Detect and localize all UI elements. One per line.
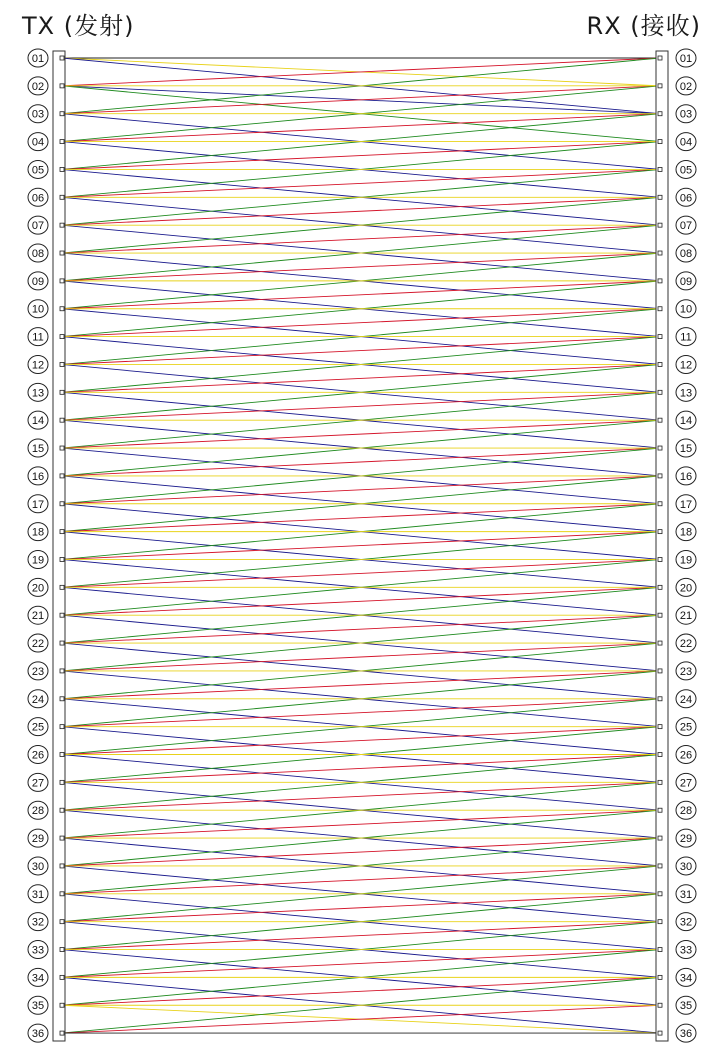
rx-terminal-14 — [658, 418, 662, 422]
wire-tx08-rx07 — [62, 225, 660, 253]
rx-pin-label-13: 13 — [679, 387, 693, 400]
rx-pin-label-07: 07 — [679, 220, 693, 233]
tx-terminal-09 — [60, 279, 64, 283]
wire-tx20-rx19 — [62, 559, 660, 587]
tx-terminal-33 — [60, 948, 64, 952]
rx-terminal-21 — [658, 613, 662, 617]
tx-pin-label-18: 18 — [31, 526, 45, 539]
tx-terminal-18 — [60, 530, 64, 534]
rx-pin-label-09: 09 — [679, 275, 693, 288]
tx-pin-label-14: 14 — [31, 415, 45, 428]
wire-tx06-rx05 — [62, 169, 660, 197]
rx-terminal-22 — [658, 641, 662, 645]
tx-terminal-03 — [60, 112, 64, 116]
rx-pin-label-04: 04 — [679, 136, 693, 149]
tx-terminal-16 — [60, 474, 64, 478]
rx-pin-label-05: 05 — [679, 164, 693, 177]
tx-pin-label-35: 35 — [31, 1000, 45, 1013]
rx-terminal-24 — [658, 697, 662, 701]
rx-terminal-26 — [658, 753, 662, 757]
tx-terminal-14 — [60, 418, 64, 422]
rx-terminal-13 — [658, 390, 662, 394]
rx-terminal-18 — [658, 530, 662, 534]
rx-pin-label-22: 22 — [679, 638, 693, 651]
tx-terminal-04 — [60, 140, 64, 144]
tx-title: TX (发射) — [22, 12, 135, 40]
tx-terminal-34 — [60, 975, 64, 979]
tx-terminal-31 — [60, 892, 64, 896]
tx-terminal-08 — [60, 251, 64, 255]
wire-tx17-rx16 — [62, 476, 660, 504]
tx-pin-label-15: 15 — [31, 443, 45, 456]
rx-pin-label-30: 30 — [679, 860, 693, 873]
rx-pin-label-10: 10 — [679, 303, 693, 316]
rx-terminal-34 — [658, 975, 662, 979]
rx-pin-label-15: 15 — [679, 443, 693, 456]
rx-pin-label-03: 03 — [679, 108, 693, 121]
tx-pin-label-22: 22 — [31, 638, 45, 651]
tx-pin-label-13: 13 — [31, 387, 45, 400]
rx-pin-label-01: 01 — [679, 53, 693, 65]
rx-terminal-31 — [658, 892, 662, 896]
wire-tx34-rx33 — [62, 950, 660, 978]
tx-pin-label-04: 04 — [31, 136, 45, 149]
tx-terminal-17 — [60, 502, 64, 506]
rx-pin-label-08: 08 — [679, 248, 693, 261]
rx-terminal-19 — [658, 557, 662, 561]
rx-pin-label-19: 19 — [679, 554, 693, 567]
rx-terminal-35 — [658, 1003, 662, 1007]
rx-pin-label-27: 27 — [679, 777, 693, 790]
tx-pin-label-03: 03 — [31, 108, 45, 121]
tx-pin-label-30: 30 — [31, 860, 45, 873]
tx-terminal-15 — [60, 446, 64, 450]
rx-terminal-06 — [658, 195, 662, 199]
rx-terminal-32 — [658, 920, 662, 924]
tx-terminal-30 — [60, 864, 64, 868]
tx-terminal-05 — [60, 167, 64, 171]
tx-terminal-28 — [60, 808, 64, 812]
tx-pin-label-07: 07 — [31, 220, 45, 233]
rx-pin-label-28: 28 — [679, 805, 693, 818]
tx-pin-label-26: 26 — [31, 749, 45, 762]
rx-pin-label-31: 31 — [679, 888, 693, 901]
tx-terminal-32 — [60, 920, 64, 924]
rx-pin-label-18: 18 — [679, 526, 693, 539]
rx-pin-label-29: 29 — [679, 833, 693, 846]
wire-tx30-rx29 — [62, 838, 660, 866]
wire-tx27-rx26 — [62, 755, 660, 783]
rx-pin-label-02: 02 — [679, 80, 693, 93]
rx-terminal-27 — [658, 780, 662, 784]
rx-pin-label-26: 26 — [679, 749, 693, 762]
wire-tx18-rx17 — [62, 504, 660, 532]
rx-pin-label-34: 34 — [679, 972, 693, 985]
rx-terminal-20 — [658, 585, 662, 589]
rx-pin-label-20: 20 — [679, 582, 693, 595]
tx-terminal-22 — [60, 641, 64, 645]
rx-terminal-30 — [658, 864, 662, 868]
rx-terminal-08 — [658, 251, 662, 255]
wire-tx28-rx27 — [62, 782, 660, 810]
rx-terminal-29 — [658, 836, 662, 840]
rx-terminal-10 — [658, 307, 662, 311]
tx-terminal-20 — [60, 585, 64, 589]
tx-terminal-36 — [60, 1031, 64, 1035]
wire-group — [62, 58, 660, 1033]
tx-pin-label-23: 23 — [31, 665, 45, 678]
rx-terminal-28 — [658, 808, 662, 812]
rx-pin-label-33: 33 — [679, 944, 693, 957]
tx-pin-label-16: 16 — [31, 470, 45, 483]
tx-pin-label-32: 32 — [31, 916, 45, 929]
tx-pin-label-02: 02 — [31, 80, 45, 93]
rx-terminal-07 — [658, 223, 662, 227]
tx-pin-label-20: 20 — [31, 582, 45, 595]
rx-pin-label-12: 12 — [679, 359, 693, 372]
wire-tx10-rx09 — [62, 281, 660, 309]
wire-tx24-rx23 — [62, 671, 660, 699]
rx-terminal-03 — [658, 112, 662, 116]
wire-tx33-rx32 — [62, 922, 660, 950]
wire-tx25-rx24 — [62, 699, 660, 727]
rx-pin-label-36: 36 — [679, 1028, 693, 1041]
tx-terminal-11 — [60, 335, 64, 339]
rx-terminal-15 — [658, 446, 662, 450]
wire-tx16-rx15 — [62, 448, 660, 476]
rx-pin-label-24: 24 — [679, 693, 693, 706]
tx-terminal-29 — [60, 836, 64, 840]
rx-pin-label-32: 32 — [679, 916, 693, 929]
wire-tx15-rx14 — [62, 420, 660, 448]
rx-terminal-23 — [658, 669, 662, 673]
wire-tx23-rx22 — [62, 643, 660, 671]
wire-tx13-rx12 — [62, 364, 660, 392]
rx-terminal-25 — [658, 725, 662, 729]
wire-tx19-rx18 — [62, 532, 660, 560]
rx-terminal-09 — [658, 279, 662, 283]
tx-pin-label-06: 06 — [31, 192, 45, 205]
wire-tx04-rx03 — [62, 114, 660, 142]
rx-pin-label-16: 16 — [679, 470, 693, 483]
rx-pin-label-21: 21 — [679, 610, 693, 623]
tx-terminal-12 — [60, 362, 64, 366]
tx-terminal-27 — [60, 780, 64, 784]
rx-terminal-11 — [658, 335, 662, 339]
wire-tx12-rx11 — [62, 337, 660, 365]
wire-tx29-rx28 — [62, 810, 660, 838]
rx-terminal-33 — [658, 948, 662, 952]
rx-title: RX (接收) — [586, 12, 701, 40]
tx-pin-label-05: 05 — [31, 164, 45, 177]
tx-pin-label-33: 33 — [31, 944, 45, 957]
rx-terminal-36 — [658, 1031, 662, 1035]
wire-tx11-rx10 — [62, 309, 660, 337]
rx-terminal-01 — [658, 56, 662, 60]
wire-tx05-rx04 — [62, 142, 660, 170]
tx-pin-label-01: 01 — [31, 53, 45, 65]
tx-pin-label-17: 17 — [31, 498, 45, 511]
tx-terminal-13 — [60, 390, 64, 394]
rx-pin-label-14: 14 — [679, 415, 693, 428]
tx-terminal-35 — [60, 1003, 64, 1007]
tx-pin-label-12: 12 — [31, 359, 45, 372]
wire-tx26-rx25 — [62, 727, 660, 755]
rx-terminal-16 — [658, 474, 662, 478]
tx-terminal-19 — [60, 557, 64, 561]
tx-pin-label-21: 21 — [31, 610, 45, 623]
tx-pin-label-36: 36 — [31, 1028, 45, 1041]
rx-terminal-02 — [658, 84, 662, 88]
tx-terminal-24 — [60, 697, 64, 701]
tx-pin-label-31: 31 — [31, 888, 45, 901]
tx-pin-label-11: 11 — [32, 331, 44, 344]
tx-pin-label-27: 27 — [31, 777, 45, 790]
tx-terminal-01 — [60, 56, 64, 60]
rx-pin-label-23: 23 — [679, 665, 693, 678]
tx-pin-label-25: 25 — [31, 721, 45, 734]
rx-pin-label-06: 06 — [679, 192, 693, 205]
wire-tx32-rx31 — [62, 894, 660, 922]
tx-terminal-06 — [60, 195, 64, 199]
rx-terminal-17 — [658, 502, 662, 506]
tx-terminal-25 — [60, 725, 64, 729]
wire-tx07-rx06 — [62, 197, 660, 225]
tx-pin-label-34: 34 — [31, 972, 45, 985]
wire-tx22-rx21 — [62, 615, 660, 643]
wire-tx31-rx30 — [62, 866, 660, 894]
tx-pin-label-09: 09 — [31, 275, 45, 288]
rx-terminal-04 — [658, 140, 662, 144]
tx-pin-label-24: 24 — [31, 693, 45, 706]
tx-terminal-26 — [60, 753, 64, 757]
wire-tx14-rx13 — [62, 392, 660, 420]
tx-terminal-10 — [60, 307, 64, 311]
tx-terminal-21 — [60, 613, 64, 617]
tx-terminal-02 — [60, 84, 64, 88]
tx-terminal-23 — [60, 669, 64, 673]
wire-tx09-rx08 — [62, 253, 660, 281]
tx-terminal-07 — [60, 223, 64, 227]
rx-pin-label-25: 25 — [679, 721, 693, 734]
rx-terminal-12 — [658, 362, 662, 366]
rx-pin-label-11: 11 — [680, 331, 692, 344]
tx-pin-label-28: 28 — [31, 805, 45, 818]
tx-pin-label-08: 08 — [31, 248, 45, 261]
rx-terminal-05 — [658, 167, 662, 171]
rx-pin-label-35: 35 — [679, 1000, 693, 1013]
rx-pin-label-17: 17 — [679, 498, 693, 511]
tx-pin-label-29: 29 — [31, 833, 45, 846]
tx-pin-label-10: 10 — [31, 303, 45, 316]
tx-pin-label-19: 19 — [31, 554, 45, 567]
wire-tx35-rx34 — [62, 977, 660, 1005]
wire-tx21-rx20 — [62, 587, 660, 615]
